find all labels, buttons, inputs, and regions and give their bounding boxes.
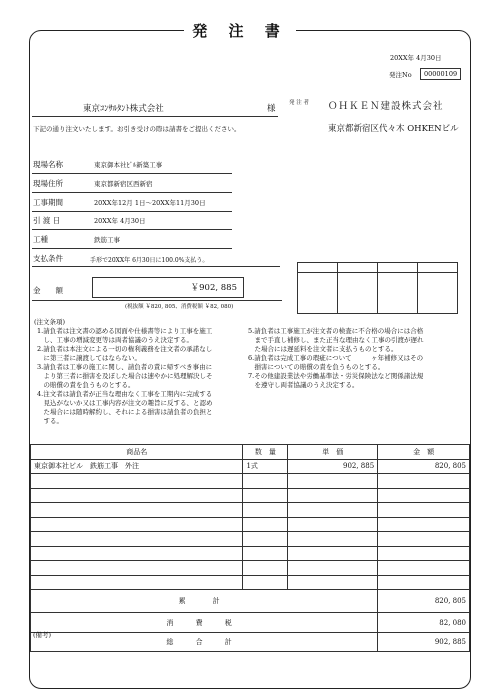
order-number-label: 発注No (389, 71, 412, 79)
field-payment-label: 支払条件 (33, 254, 63, 263)
note-line: まで手直し補修し、また正当な理由なく工事の引渡が遅れ (248, 336, 424, 344)
subtotal-value: 820, 805 (378, 590, 470, 613)
table-cell (378, 546, 470, 561)
table-cell (378, 488, 470, 503)
note-line: 6.請負者は完成工事の瑕疵について ヶ年補修又はその (248, 354, 424, 362)
sender-address: 東京都新宿区代々木 OHKENビル (328, 124, 459, 134)
field-work-type-label: 工種 (33, 235, 48, 244)
table-cell (31, 517, 243, 532)
table-cell (378, 503, 470, 518)
note-line: 5.請負者は工事施工が注文者の検査に不合格の場合には合格 (248, 327, 424, 335)
item-amount: 820, 805 (378, 459, 470, 474)
table-cell (288, 575, 378, 590)
table-cell (288, 532, 378, 547)
note-line: より第三者に損害を及ぼした場合は速やかに処理解決しそ (37, 372, 213, 380)
table-cell (288, 561, 378, 576)
sender-label: 発 注 者 (289, 100, 309, 106)
grand-total-row (31, 633, 470, 652)
table-cell (243, 546, 288, 561)
stamp-header-cell (338, 263, 378, 273)
tax-note: (税抜額 ￥820, 805、消費税額 ￥82, 080) (125, 304, 234, 310)
field-period-label: 工事期間 (33, 198, 63, 207)
table-row (31, 503, 470, 518)
item-quantity: 1式 (243, 459, 288, 474)
table-row (31, 474, 470, 489)
stamp-cell (298, 273, 338, 314)
table-cell (31, 532, 243, 547)
column-header-quantity: 数 量 (243, 445, 288, 460)
table-cell (31, 546, 243, 561)
field-underline (32, 211, 232, 212)
stamp-header-cell (418, 263, 458, 273)
column-header-unit-price: 単 価 (288, 445, 378, 460)
note-line: 7.その他建設業法や労働基準法・労災保険法など関係諸法規 (248, 372, 424, 380)
table-cell (378, 474, 470, 489)
note-line: する。 (37, 417, 63, 425)
table-cell (243, 575, 288, 590)
tax-row (31, 613, 470, 633)
subtotal-row (31, 590, 470, 613)
amount-value: ￥902, 885 (190, 283, 237, 293)
stamp-cell (378, 273, 418, 314)
field-underline (32, 266, 280, 267)
note-line: に第三者に譲渡してはならない。 (37, 354, 141, 362)
stamp-cell (418, 273, 458, 314)
table-cell (31, 488, 243, 503)
table-cell (243, 532, 288, 547)
order-number: 00000109 (420, 68, 461, 80)
field-site-address: 東京都新宿区西新宿 (94, 180, 153, 188)
table-cell (31, 474, 243, 489)
recipient-name: 東京ｺﾝｻﾙﾀﾝﾄ株式会社 (83, 104, 164, 114)
table-cell (378, 561, 470, 576)
grand-total-label: 総 合 計 (31, 633, 378, 652)
stamp-cell (338, 273, 378, 314)
field-underline (32, 229, 232, 230)
note-line: 2.請負者は本注文による一切の権利義務を注文者の承諾なし (37, 345, 213, 353)
table-cell (288, 503, 378, 518)
field-underline (32, 173, 232, 174)
grand-total-value: 902, 885 (378, 633, 470, 652)
table-cell (243, 503, 288, 518)
table-cell (243, 474, 288, 489)
field-period: 20XX年12月 1日～20XX年11月30日 (94, 199, 206, 207)
recipient-honorific: 様 (267, 104, 276, 114)
field-delivery-label: 引 渡 日 (33, 216, 61, 225)
notes-left (37, 327, 245, 426)
table-cell (243, 488, 288, 503)
issue-date: 20XX年 4月30日 (390, 54, 442, 62)
field-underline (32, 248, 232, 249)
document-title: 発 注 書 (184, 20, 296, 42)
field-work-type: 鉄筋工事 (94, 236, 120, 244)
tax-label: 消 費 税 (31, 613, 378, 633)
notes-heading: (注文条項) (34, 318, 66, 326)
tax-value: 82, 080 (378, 613, 470, 633)
approval-stamp-grid (297, 262, 458, 314)
field-payment: 手形で20XX年 6月30日に100.0%支払う。 (90, 257, 209, 264)
table-cell (31, 503, 243, 518)
field-delivery: 20XX年 4月30日 (94, 217, 146, 225)
amount-label: 金 額 (33, 286, 63, 295)
note-line: 見込がないか又は工事内容が注文の趣旨に反する、と認め (37, 399, 213, 407)
table-cell (288, 474, 378, 489)
note-line: の賠償の責を負うものとする。 (37, 381, 135, 389)
amount-box (92, 277, 244, 298)
table-cell (243, 561, 288, 576)
table-row (31, 459, 470, 474)
table-cell (243, 517, 288, 532)
table-cell (31, 561, 243, 576)
table-cell (288, 488, 378, 503)
table-row (31, 561, 470, 576)
note-line: 4.注文者は請負者が正当な理由なく工事を工期内に完成する (37, 390, 213, 398)
table-cell (378, 575, 470, 590)
amount-underline (32, 300, 282, 301)
table-cell (288, 517, 378, 532)
table-row (31, 546, 470, 561)
recipient-underline (32, 116, 278, 117)
column-header-item: 商品名 (31, 445, 243, 460)
note-line: 3.請負者は工事の施工に関し、請負者の責に帰すべき事由に (37, 363, 213, 371)
note-line: し、工事の増減変更等は両者協議のうえ決定する。 (37, 336, 193, 344)
table-cell (288, 546, 378, 561)
field-site-name-label: 現場名称 (33, 160, 63, 169)
request-text: 下記の通り注文いたします。お引き受けの際は請書をご提出ください。 (33, 125, 241, 133)
table-row (31, 532, 470, 547)
table-cell (378, 517, 470, 532)
note-line: を遵守し両者協議のうえ決定する。 (248, 381, 359, 389)
item-unit-price: 902, 885 (288, 459, 378, 474)
remarks-label: (備考) (33, 631, 52, 639)
stamp-header-cell (298, 263, 338, 273)
stamp-header-cell (378, 263, 418, 273)
table-cell (31, 575, 243, 590)
table-row (31, 488, 470, 503)
notes-right (248, 327, 462, 390)
field-site-address-label: 現場住所 (33, 179, 63, 188)
item-name: 東京御本社ビル 鉄筋工事 外注 (31, 459, 243, 474)
table-row (31, 517, 470, 532)
note-line: 1.請負者は注文書の認める図面や仕様書等により工事を施工 (37, 327, 213, 335)
field-site-name: 東京御本社ﾋﾞﾙ新築工事 (94, 161, 163, 169)
order-items-table (30, 444, 470, 652)
table-cell (378, 532, 470, 547)
field-underline (32, 192, 232, 193)
subtotal-label: 累 計 (31, 590, 378, 613)
note-line: 損害についての賠償の責を負うものとする。 (248, 363, 385, 371)
table-row (31, 575, 470, 590)
column-header-amount: 金 額 (378, 445, 470, 460)
note-line: た場合には遅延料を注文者に支払うものとする。 (248, 345, 398, 353)
note-line: た場合には随時解約し、それによる損害は請負者の負担と (37, 408, 213, 416)
sender-company: ＯＨＫＥＮ建設株式会社 (328, 101, 444, 112)
